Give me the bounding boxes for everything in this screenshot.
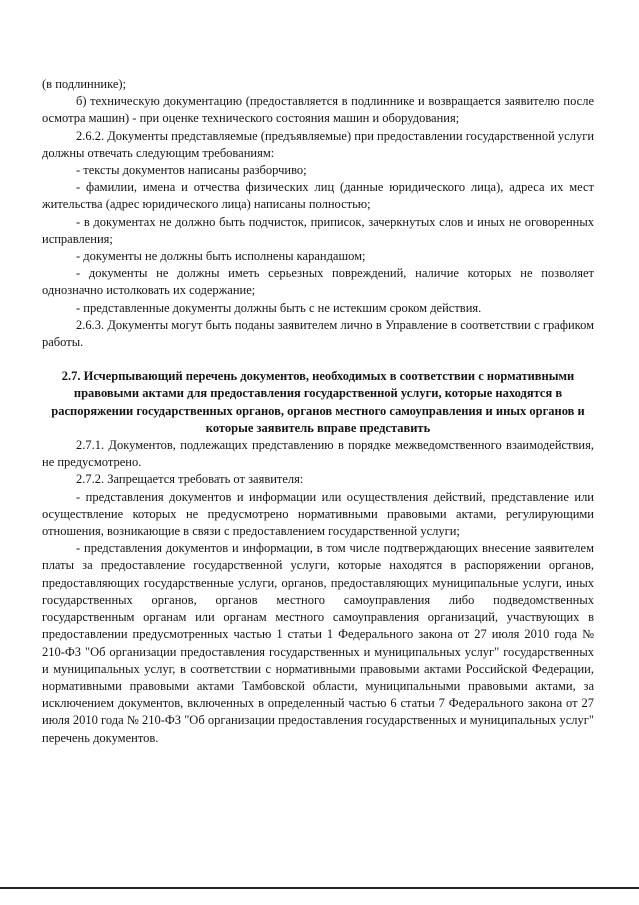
paragraph-continuation: (в подлиннике); (42, 77, 127, 91)
requirement-item: - в документах не должно быть подчисток, приписок, зачеркнутых слов и иных не оговоренных исправления; (42, 214, 594, 246)
requirement-item: - документы не должны иметь серьезных повреждений, наличие которых не позволяет однозначно истолковать их содержание; (42, 266, 594, 298)
requirement-item: - представленные документы должны быть с не истекшим сроком действия. (76, 300, 482, 315)
paragraph-2-6-2: 2.6.2. Документы представляемые (предъявляемые) при предоставлении государственной услуги должны отвечать следующим требованиям: (42, 128, 595, 160)
requirement-item: - фамилии, имена и отчества физических лиц (данные юридического лица), адреса их мест жительства (адрес юридического лица) написаны полностью; (42, 180, 594, 212)
paragraph-technical-docs: б) техническую документацию (предоставляется в подлиннике и возвращается заявителю после осмотра машин) - при оценке технического состояния машин и оборудования; (42, 94, 594, 126)
requirement-item: - документы не должны быть исполнены карандашом; (76, 249, 366, 264)
prohibition-item: - представления документов и информации, в том числе подтверждающих внесение заявителем платы за предоставление государственной услуги, которые находятся в распоряжении органов, предоставляющих государственные услуги, органов, предоставляющих муниципальные услуги, иных государственных органов, органов местного самоуправления либо подведомственных государственным органам или органам местного самоуправления организаций, участвующих в предоставлении предусмотренных частью 1 статьи 1 Федерального закона от 27 июля 2010 года № 210-ФЗ "Об организации предоставления государственных и муниципальных услуг" государственных и муниципальных услуг, в соответствии с нормативными правовыми актами Российской Федерации, нормативными правовыми актами Тамбовской области, муниципальными правовыми актами, за исключением документов, включенных в определенный частью 6 статьи 7 Федерального закона от 27 июля 2010 года № 210-ФЗ "Об организации предоставления государственных и муниципальных услуг" перечень документов. (42, 541, 594, 745)
paragraph-2-7-1: 2.7.1. Документов, подлежащих представлению в порядке межведомственного взаимодействия, не предусмотрено. (42, 438, 594, 470)
document-page (42, 76, 594, 747)
paragraph-2-6-3: 2.6.3. Документы могут быть поданы заявителем лично в Управление в соответствии с графиком работы. (42, 317, 594, 350)
requirement-item: - тексты документов написаны разборчиво; (76, 163, 307, 178)
prohibition-item: - представления документов и информации или осуществления действий, представление или осуществление которых не предусмотрено нормативными правовыми актами, регулирующими отношения, возникающие в связи с предоставлением государственной услуги; (42, 489, 594, 539)
page-bottom-rule (0, 887, 639, 889)
paragraph-2-7-2: 2.7.2. Запрещается требовать от заявителя: (76, 472, 304, 487)
section-heading-2-7: 2.7. Исчерпывающий перечень документов, необходимых в соответствии с нормативными правовыми актами для предоставления государственной услуги, которые находятся в распоряжении государственных органов, органов местного самоуправления и иных органов и которые заявитель вправе представить (51, 369, 585, 435)
